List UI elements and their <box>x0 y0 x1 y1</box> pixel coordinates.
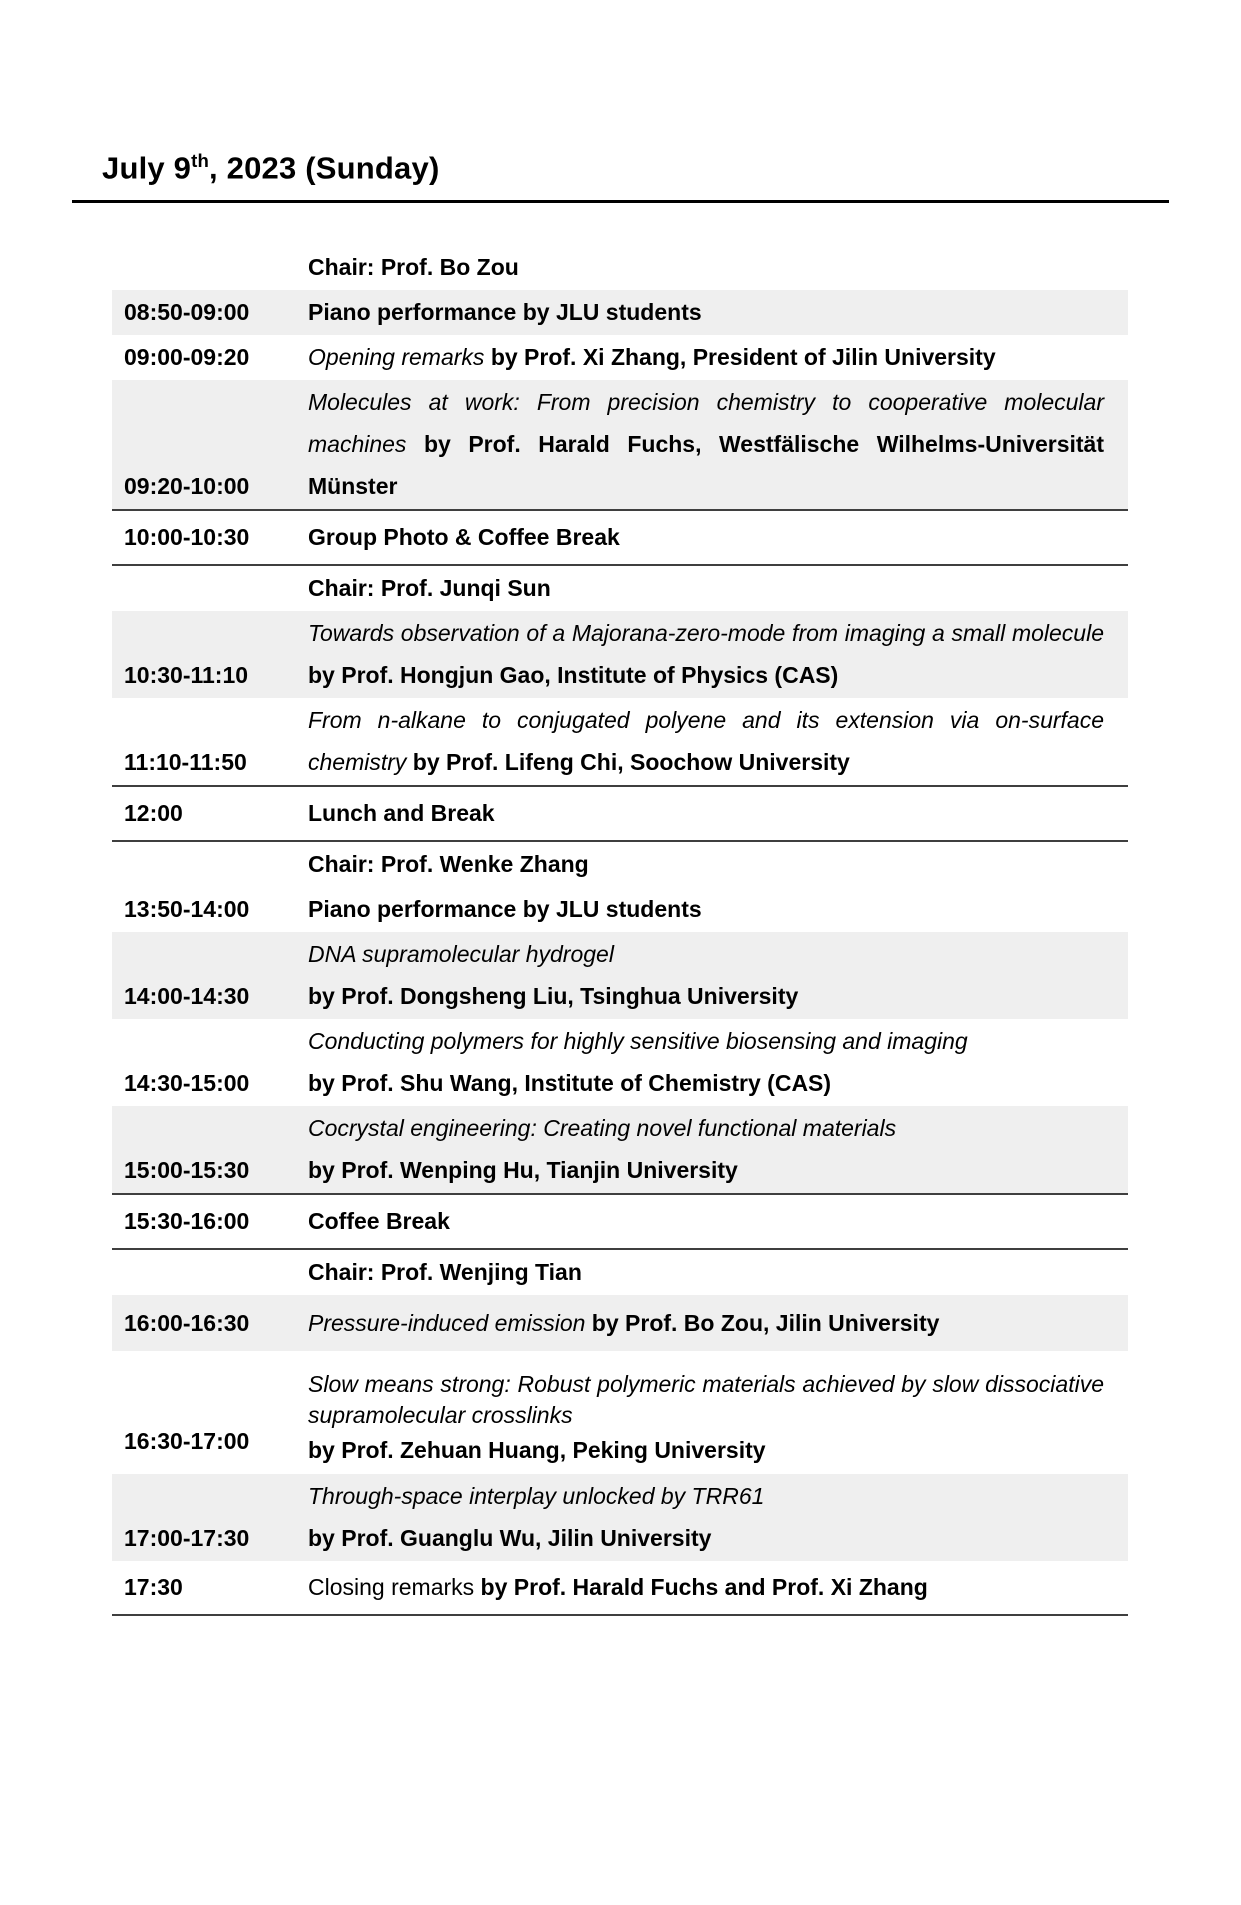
description-cell <box>298 290 1128 335</box>
schedule-row <box>112 932 1128 1019</box>
talk-title: From n-alkane to conjugated polyene and its extension via on-surface chemistry <box>308 707 1104 776</box>
session-paragraph <box>308 1149 1104 1191</box>
talk-title: Pressure-induced emission <box>308 1310 592 1337</box>
session-paragraph <box>308 1200 1104 1242</box>
event-label: Group Photo & Coffee Break <box>308 524 620 551</box>
schedule-table <box>112 245 1128 1616</box>
session-paragraph <box>308 246 1104 288</box>
description-cell <box>298 510 1128 565</box>
remark-text: Closing remarks <box>308 1574 481 1601</box>
schedule-row <box>112 786 1128 841</box>
talk-title: Conducting polymers for highly sensitive biosensing and imaging <box>308 1028 968 1055</box>
event-label: Piano performance by JLU students <box>308 896 702 923</box>
schedule-row <box>112 887 1128 932</box>
session-paragraph <box>308 612 1104 696</box>
talk-title: Cocrystal engineering: Creating novel functional materials <box>308 1115 897 1142</box>
schedule-row <box>112 1295 1128 1351</box>
description-cell <box>298 786 1128 841</box>
description-cell <box>298 380 1128 510</box>
speaker-info: by Prof. Lifeng Chi, Soochow University <box>412 749 850 776</box>
session-paragraph <box>308 567 1104 609</box>
schedule-row <box>112 510 1128 565</box>
page-title <box>102 150 1241 186</box>
time-cell: 17:30 <box>124 1574 183 1601</box>
talk-title: Towards observation of a Majorana-zero-mode from imaging a small molecule <box>308 620 1104 647</box>
description-cell <box>298 245 1128 290</box>
session-paragraph <box>308 1062 1104 1104</box>
schedule-row <box>112 1561 1128 1615</box>
session-paragraph <box>308 1435 1104 1466</box>
event-label: Lunch and Break <box>308 800 495 827</box>
time-cell: 11:10-11:50 <box>124 749 247 776</box>
session-paragraph <box>308 1475 1104 1517</box>
talk-title: Opening remarks <box>308 344 491 371</box>
schedule-row <box>112 245 1128 290</box>
document-page <box>0 150 1241 1905</box>
chair-label: Chair: Prof. Bo Zou <box>308 254 519 281</box>
session-paragraph <box>308 1566 1104 1608</box>
time-cell: 09:00-09:20 <box>124 344 250 371</box>
description-cell <box>298 335 1128 380</box>
schedule-row <box>112 841 1128 887</box>
description-cell <box>298 1474 1128 1561</box>
description-cell <box>298 1295 1128 1351</box>
time-cell: 08:50-09:00 <box>124 299 250 326</box>
schedule-row <box>112 1249 1128 1295</box>
schedule-row <box>112 1106 1128 1194</box>
time-cell: 13:50-14:00 <box>124 896 250 923</box>
time-cell: 15:00-15:30 <box>124 1157 250 1184</box>
session-paragraph <box>308 381 1104 507</box>
chair-label: Chair: Prof. Wenke Zhang <box>308 851 589 878</box>
time-cell: 15:30-16:00 <box>124 1208 250 1235</box>
session-paragraph <box>308 1517 1104 1559</box>
schedule-row <box>112 1194 1128 1249</box>
description-cell <box>298 887 1128 932</box>
time-cell: 12:00 <box>124 800 183 827</box>
talk-title: Molecules at work: From precision chemistry to cooperative molecular machines <box>308 389 1104 458</box>
time-cell <box>112 1249 298 1295</box>
session-paragraph <box>308 933 1104 975</box>
time-cell <box>112 245 298 290</box>
chair-label: Chair: Prof. Wenjing Tian <box>308 1259 582 1286</box>
speaker-info: by Prof. Hongjun Gao, Institute of Physics (CAS) <box>308 662 839 689</box>
time-cell: 09:20-10:00 <box>124 473 250 500</box>
speaker-info: by Prof. Xi Zhang, President of Jilin University <box>490 344 996 371</box>
description-cell <box>298 1106 1128 1194</box>
schedule-row <box>112 1351 1128 1474</box>
schedule-row <box>112 335 1128 380</box>
session-paragraph <box>308 1302 1104 1344</box>
session-paragraph <box>308 516 1104 558</box>
page-title-suffix: , 2023 (Sunday) <box>209 150 440 186</box>
session-paragraph <box>308 1020 1104 1062</box>
session-paragraph <box>308 336 1104 378</box>
schedule-row <box>112 611 1128 698</box>
description-cell <box>298 698 1128 786</box>
time-cell: 14:30-15:00 <box>124 1070 250 1097</box>
time-cell: 16:30-17:00 <box>124 1428 250 1455</box>
session-paragraph <box>308 1107 1104 1149</box>
time-cell <box>112 565 298 611</box>
schedule-row <box>112 290 1128 335</box>
schedule-row <box>112 565 1128 611</box>
time-cell: 10:30-11:10 <box>124 662 249 689</box>
event-label: Piano performance by JLU students <box>308 299 702 326</box>
time-cell: 10:00-10:30 <box>124 524 250 551</box>
page-title-superscript: th <box>191 150 210 171</box>
description-cell <box>298 1019 1128 1106</box>
description-cell <box>298 932 1128 1019</box>
description-cell <box>298 611 1128 698</box>
speaker-info: by Prof. Harald Fuchs and Prof. Xi Zhang <box>480 1574 928 1601</box>
speaker-info: by Prof. Harald Fuchs, Westfälische Wilhelms-Universität Münster <box>308 431 1105 500</box>
talk-title: DNA supramolecular hydrogel <box>308 941 614 968</box>
talk-title: Slow means strong: Robust polymeric materials achieved by slow dissociative supramolecular crosslinks <box>308 1371 1104 1429</box>
title-rule <box>72 200 1169 203</box>
page-title-prefix: July 9 <box>102 150 192 186</box>
description-cell <box>298 565 1128 611</box>
description-cell <box>298 1249 1128 1295</box>
speaker-info: by Prof. Shu Wang, Institute of Chemistry (CAS) <box>308 1070 832 1097</box>
speaker-info: by Prof. Wenping Hu, Tianjin University <box>308 1157 738 1184</box>
schedule-row <box>112 698 1128 786</box>
schedule-row <box>112 1474 1128 1561</box>
session-paragraph <box>308 975 1104 1017</box>
session-paragraph <box>308 843 1104 885</box>
description-cell <box>298 1561 1128 1615</box>
speaker-info: by Prof. Dongsheng Liu, Tsinghua University <box>308 983 799 1010</box>
speaker-info: by Prof. Guanglu Wu, Jilin University <box>308 1525 712 1552</box>
time-cell: 14:00-14:30 <box>124 983 250 1010</box>
session-paragraph <box>308 291 1104 333</box>
time-cell: 16:00-16:30 <box>124 1310 250 1337</box>
time-cell: 17:00-17:30 <box>124 1525 250 1552</box>
description-cell <box>298 1194 1128 1249</box>
talk-title: Through-space interplay unlocked by TRR61 <box>308 1483 765 1510</box>
session-paragraph <box>308 699 1104 783</box>
event-label: Coffee Break <box>308 1208 450 1235</box>
speaker-info: by Prof. Zehuan Huang, Peking University <box>308 1437 766 1464</box>
speaker-info: by Prof. Bo Zou, Jilin University <box>591 1310 940 1337</box>
description-cell <box>298 1351 1128 1474</box>
session-paragraph <box>308 888 1104 930</box>
description-cell <box>298 841 1128 887</box>
chair-label: Chair: Prof. Junqi Sun <box>308 575 551 602</box>
session-paragraph <box>308 1369 1104 1431</box>
schedule-row <box>112 380 1128 510</box>
session-paragraph <box>308 792 1104 834</box>
session-paragraph <box>308 1251 1104 1293</box>
time-cell <box>112 841 298 887</box>
schedule-row <box>112 1019 1128 1106</box>
